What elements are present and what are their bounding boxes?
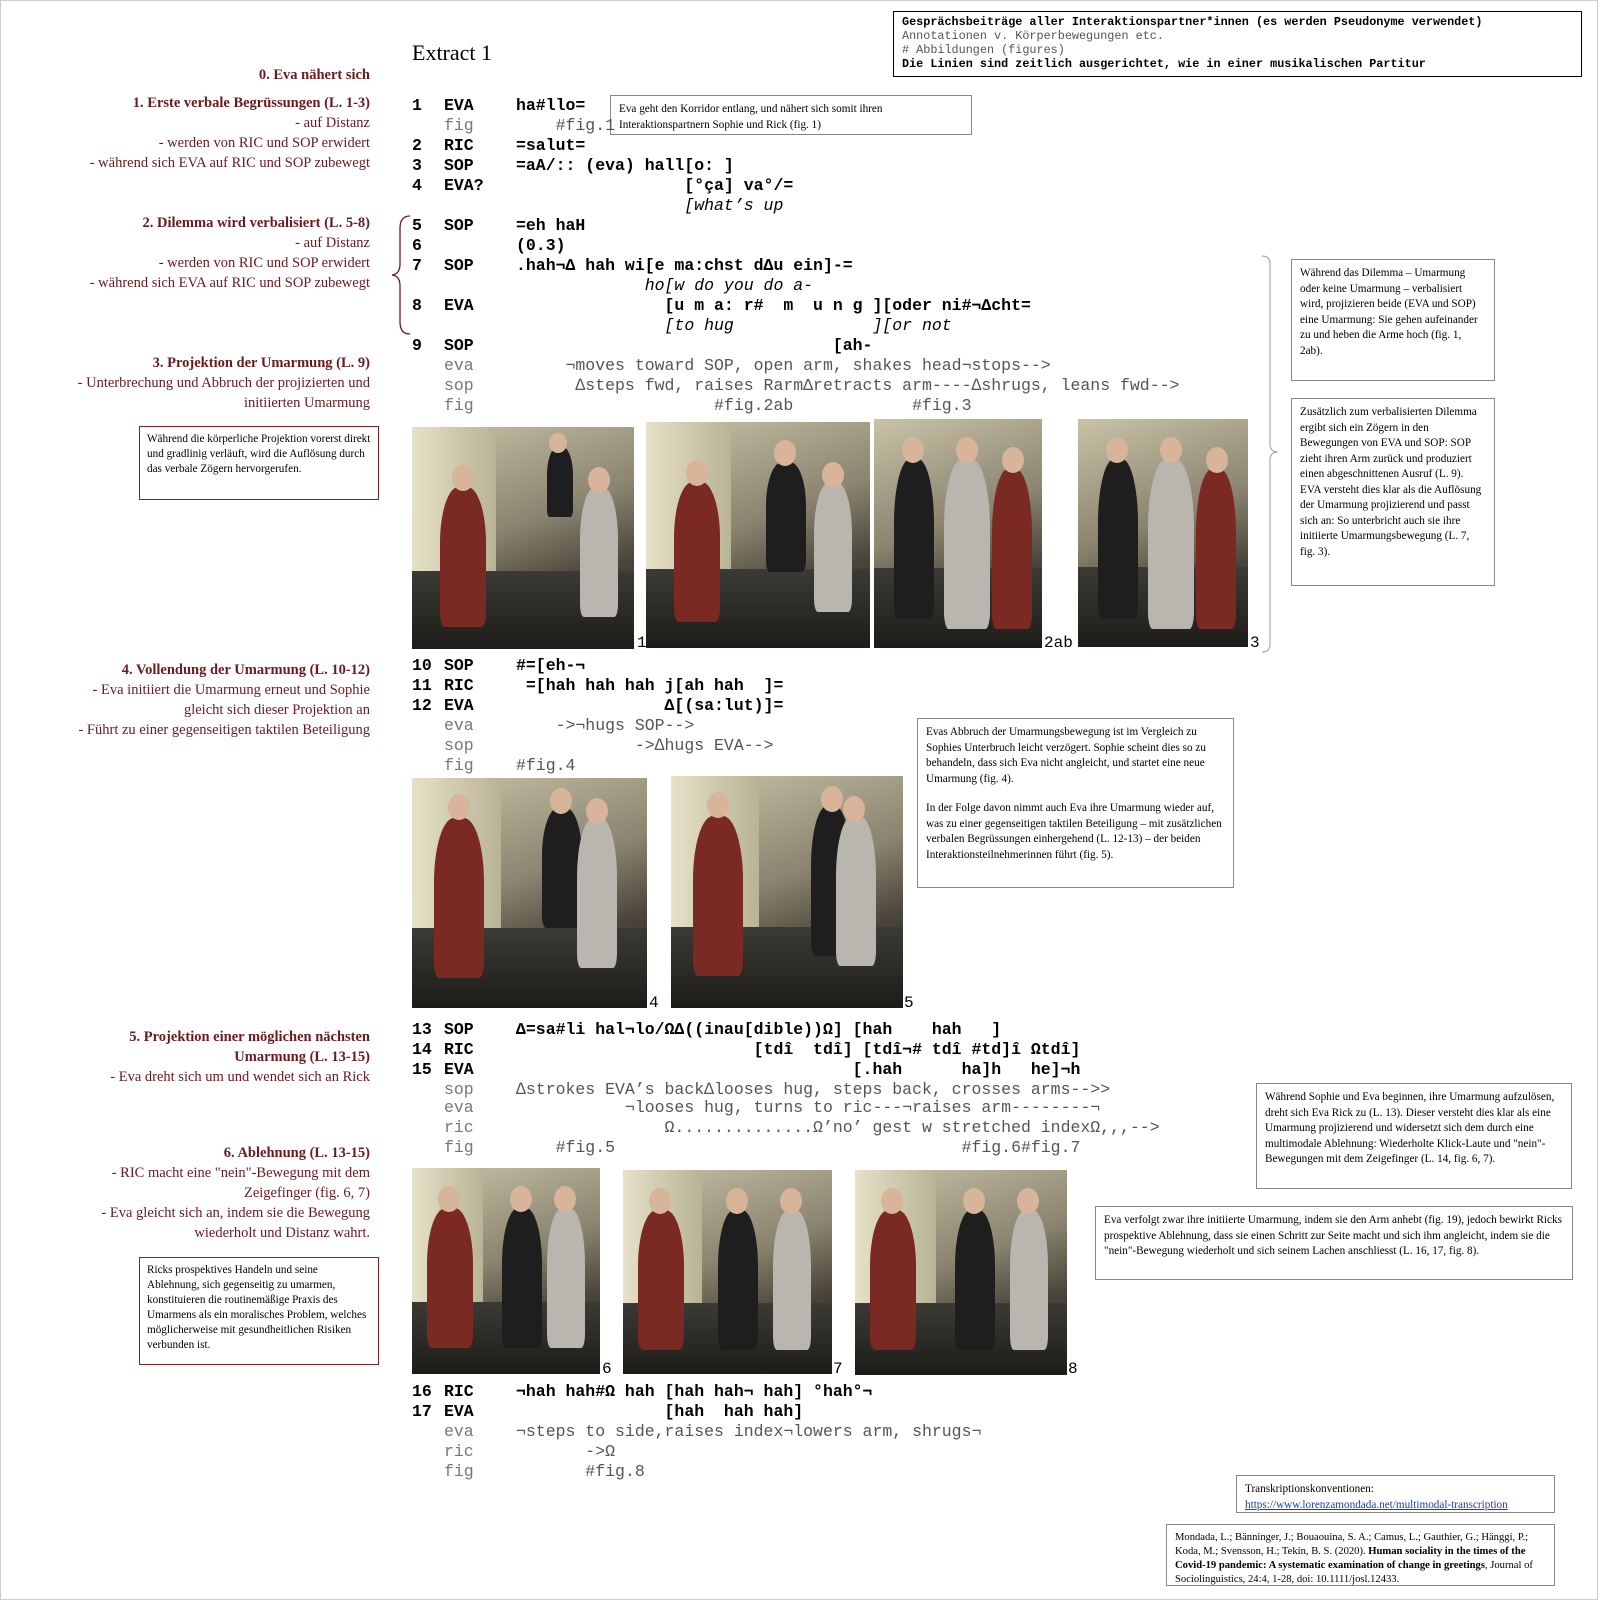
utterance: (0.3) xyxy=(516,236,566,255)
legend-line-alignment: Die Linien sind zeitlich ausgerichtet, wie in einer musikalischen Partitur xyxy=(902,57,1426,71)
transcript-line xyxy=(412,276,1272,296)
transcript-line xyxy=(412,1118,1272,1138)
legend-line-figures: # Abbildungen (figures) xyxy=(902,43,1065,57)
fig-label: 8 xyxy=(1068,1360,1078,1378)
section-0 xyxy=(259,65,370,85)
utterance: ->¬hugs SOP--> xyxy=(516,716,695,735)
transcript-line xyxy=(412,256,1272,276)
line-number: 15 xyxy=(412,1060,432,1079)
figure-8-photo xyxy=(855,1170,1067,1375)
utterance: [to hug ][or not xyxy=(516,316,952,335)
speaker: eva xyxy=(444,1422,474,1441)
utterance: [hah hah hah] xyxy=(516,1402,804,1421)
utterance: =eh haH xyxy=(516,216,586,235)
transcript-line xyxy=(412,376,1272,396)
utterance: #fig.2ab #fig.3 xyxy=(516,396,972,415)
speaker: SOP xyxy=(444,216,474,235)
transcript-line xyxy=(412,1060,1272,1080)
line-number: 4 xyxy=(412,176,422,195)
speaker: EVA? xyxy=(444,176,484,195)
speaker: EVA xyxy=(444,1402,474,1421)
speaker: eva xyxy=(444,356,474,375)
speaker: SOP xyxy=(444,336,474,355)
note-delay-p2: In der Folge davon nimmt auch Eva ihre Umarmung wieder auf, was zu einer gegenseitigen taktilen Beteiligung – mit zusätzlichen verbalen Begrüssungen einhergehend (L. 12-13) – der beiden Interaktionsteilnehmerinnen führt (fig. 5). xyxy=(926,802,1222,861)
transcript-line xyxy=(412,236,1272,256)
utterance: #fig.5 #fig.6#fig.7 xyxy=(516,1138,1081,1157)
utterance: ¬moves toward SOP, open arm, shakes head¬stops--> xyxy=(516,356,1051,375)
utterance: ¬looses hug, turns to ric---¬raises arm--------¬ xyxy=(516,1098,1101,1117)
speaker: EVA xyxy=(444,696,474,715)
utterance: .hah¬∆ hah wi[e ma:chst d∆u ein]-= xyxy=(516,256,853,275)
utterance: #=[eh-¬ xyxy=(516,656,586,675)
speaker: sop xyxy=(444,736,474,755)
section-title: 3. Projektion der Umarmung (L. 9) xyxy=(152,355,370,371)
section-line: - während sich EVA auf RIC und SOP zubewegt xyxy=(89,275,370,291)
figure-3-photo xyxy=(1078,419,1248,647)
transcript-line xyxy=(412,1422,1272,1442)
section-title: 5. Projektion einer möglichen nächsten xyxy=(129,1029,370,1045)
transcript-line xyxy=(412,116,1272,136)
fig-label: 1 xyxy=(637,634,647,652)
section-line: gleicht sich dieser Projektion an xyxy=(183,702,370,718)
speaker: SOP xyxy=(444,256,474,275)
line-number: 11 xyxy=(412,676,432,695)
section-title: 1. Erste verbale Begrüssungen (L. 1-3) xyxy=(132,95,370,111)
line-number: 16 xyxy=(412,1382,432,1401)
utterance: =salut= xyxy=(516,136,586,155)
transcript-line xyxy=(412,696,1272,716)
speaker: EVA xyxy=(444,1060,474,1079)
note-delay-p1: Evas Abbruch der Umarmungsbewegung ist im Vergleich zu Sophies Unterbruch leicht verzögert. Sophie scheint dies so zu behandeln, dass sich Eva nicht angleicht, und startet eine neue Umarmung (fig. 4). xyxy=(926,726,1206,785)
speaker: ric xyxy=(444,1442,474,1461)
section-5 xyxy=(110,1027,370,1087)
section-line: initiierten Umarmung xyxy=(243,395,370,411)
figure-2a-photo xyxy=(646,422,870,648)
note-dilemma: Während das Dilemma – Umarmung oder keine Umarmung – verbalisiert wird, projizieren beide (EVA und SOP) eine Umarmung: Sie gehen aufeinander zu und heben die Arme hoch (fig. 1, 2ab). xyxy=(1291,259,1495,381)
section-line: - Eva initiiert die Umarmung erneut und Sophie xyxy=(92,682,370,698)
transcript-line xyxy=(412,96,1272,116)
line-number: 10 xyxy=(412,656,432,675)
utterance: #fig.8 xyxy=(516,1462,645,1481)
transcript-line xyxy=(412,176,1272,196)
line-number: 17 xyxy=(412,1402,432,1421)
section-1 xyxy=(90,93,370,173)
figure-7-photo xyxy=(623,1170,832,1374)
utterance: ->Ω xyxy=(516,1442,616,1461)
section-title: 2. Dilemma wird verbalisiert (L. 5-8) xyxy=(142,215,370,231)
line-number: 1 xyxy=(412,96,422,115)
line-number: 2 xyxy=(412,136,422,155)
fig-label: 5 xyxy=(904,994,914,1012)
utterance: #fig.4 xyxy=(516,756,576,775)
section-2-brace xyxy=(390,214,414,336)
line-number: 12 xyxy=(412,696,432,715)
section-line: Zeigefinger (fig. 6, 7) xyxy=(243,1185,370,1201)
legend-line-annotations: Annotationen v. Körperbewegungen etc. xyxy=(902,29,1164,43)
utterance: [ah- xyxy=(516,336,873,355)
speaker: fig xyxy=(444,116,474,135)
transcript-line xyxy=(412,316,1272,336)
conventions-label: Transkriptionskonventionen: xyxy=(1245,1483,1374,1495)
speaker: fig xyxy=(444,1138,474,1157)
note-corridor: Eva geht den Korridor entlang, und nähert sich somit ihren Interaktionspartnern Sophie und Rick (fig. 1) xyxy=(610,95,972,135)
section-line: - Führt zu einer gegenseitigen taktilen Beteiligung xyxy=(78,722,370,738)
section-line: - werden von RIC und SOP erwidert xyxy=(158,255,370,271)
citation-title: Human sociality in the times of the Covid-19 pandemic: A systematic examination of change in greetings xyxy=(1175,1546,1526,1571)
line-number: 3 xyxy=(412,156,422,175)
transcript-line xyxy=(412,716,1272,736)
utterance: ¬steps to side,raises index¬lowers arm, shrugs¬ xyxy=(516,1422,982,1441)
section-line: - auf Distanz xyxy=(295,115,370,131)
section-title: 4. Vollendung der Umarmung (L. 10-12) xyxy=(121,662,370,678)
transcript-line xyxy=(412,356,1272,376)
section-line: - Eva dreht sich um und wendet sich an Rick xyxy=(110,1069,370,1085)
transcript-line xyxy=(412,736,1272,756)
speaker: RIC xyxy=(444,676,474,695)
section-line: - RIC macht eine "nein"-Bewegung mit dem xyxy=(111,1165,370,1181)
note-rick: Während Sophie und Eva beginnen, ihre Umarmung aufzulösen, dreht sich Eva Rick zu (L. 13). Dieser versteht dies klar als eine Umarmung projizierend und widersetzt sich dem durch eine multimodale Ablehnung: Wiederholte Klick-Laute und "nein"-Bewegungen mit dem Zeigefinger (L. 14, fig. 6, 7). xyxy=(1256,1083,1572,1189)
transcript-line xyxy=(412,676,1272,696)
conventions-box xyxy=(1236,1475,1555,1513)
figure-4-photo xyxy=(412,778,647,1008)
speaker: SOP xyxy=(444,656,474,675)
transcript-line xyxy=(412,1442,1272,1462)
fig-label: 6 xyxy=(602,1360,612,1378)
transcript-line xyxy=(412,1040,1272,1060)
utterance: [u m a: r# m u n g ][oder ni#¬∆cht= xyxy=(516,296,1031,315)
utterance: ∆strokes EVA’s back∆looses hug, steps back, crosses arms-->> xyxy=(516,1080,1111,1099)
transcript-line xyxy=(412,136,1272,156)
transcript-line xyxy=(412,1098,1272,1118)
section-line: - während sich EVA auf RIC und SOP zubewegt xyxy=(89,155,370,171)
citation-box xyxy=(1166,1524,1555,1586)
transcript-line xyxy=(412,1020,1272,1040)
speaker: SOP xyxy=(444,156,474,175)
section-title: 0. Eva nähert sich xyxy=(258,67,370,83)
speaker: eva xyxy=(444,716,474,735)
figure-5-photo xyxy=(671,776,903,1008)
section-line: - auf Distanz xyxy=(295,235,370,251)
transcript-line xyxy=(412,216,1272,236)
transcript-line xyxy=(412,1402,1272,1422)
citation-journal: , Journal of Sociolinguistics, 24:4, 1-28, doi: 10.1111/josl.12433. xyxy=(1175,1560,1533,1585)
section-line: - Unterbrechung und Abbruch der projizierten und xyxy=(77,375,370,391)
speaker: fig xyxy=(444,756,474,775)
note-refusal: Ricks prospektives Handeln und seine Ablehnung, sich gegenseitig zu umarmen, konstituieren die routinemäßige Praxis des Umarmens als ein moralisches Problem, welches möglicherweise mit gesundheitlichen Risiken verbunden ist. xyxy=(139,1257,379,1365)
conventions-link[interactable]: https://www.lorenzamondada.net/multimodal-transcription xyxy=(1245,1498,1508,1511)
legend-line-speech: Gesprächsbeiträge aller Interaktionspartner*innen (es werden Pseudonyme verwendet) xyxy=(902,15,1483,29)
utterance: [tdî tdî] [tdî¬# tdî #td]î Ωtdî] xyxy=(516,1040,1081,1059)
utterance: [what’s up xyxy=(516,196,784,215)
utterance: Ω..............Ω’no’ gest w stretched indexΩ,,,--> xyxy=(516,1118,1160,1137)
utterance: [°ça] va°/= xyxy=(516,176,794,195)
speaker: EVA xyxy=(444,296,474,315)
speaker: EVA xyxy=(444,96,474,115)
utterance: =aA/:: (eva) hall[o: ] xyxy=(516,156,734,175)
transcript-line xyxy=(412,1382,1272,1402)
speaker: RIC xyxy=(444,136,474,155)
section-line: - werden von RIC und SOP erwidert xyxy=(158,135,370,151)
section-title: 6. Ablehnung (L. 13-15) xyxy=(223,1145,370,1161)
transcript-line xyxy=(412,196,1272,216)
utterance: ∆[(sa:lut)]= xyxy=(516,696,784,715)
transcript-line xyxy=(412,396,1272,416)
section-line: - Eva gleicht sich an, indem sie die Bewegung xyxy=(101,1205,370,1221)
utterance: =[hah hah hah j[ah hah ]= xyxy=(516,676,784,695)
speaker: RIC xyxy=(444,1382,474,1401)
transcript-line xyxy=(412,1462,1272,1482)
fig-label: 3 xyxy=(1250,634,1260,652)
line-number: 9 xyxy=(412,336,422,355)
extract-title: Extract 1 xyxy=(412,40,493,65)
utterance: ha#llo= xyxy=(516,96,586,115)
speaker: fig xyxy=(444,396,474,415)
speaker: sop xyxy=(444,1080,474,1099)
section-line: wiederholt und Distanz wahrt. xyxy=(194,1225,370,1241)
transcript-line xyxy=(412,656,1272,676)
line-number: 13 xyxy=(412,1020,432,1039)
transcript-line xyxy=(412,296,1272,316)
fig-label: 4 xyxy=(649,994,659,1012)
figure-6-photo xyxy=(412,1168,600,1374)
utterance: ->∆hugs EVA--> xyxy=(516,736,774,755)
utterance: [.hah ha]h he]¬h xyxy=(516,1060,1081,1079)
line-number: 6 xyxy=(412,236,422,255)
section-2 xyxy=(90,213,370,293)
line-number: 5 xyxy=(412,216,422,235)
utterance: ∆steps fwd, raises RarmΔretracts arm----∆shrugs, leans fwd--> xyxy=(516,376,1180,395)
note-eva-follow: Eva verfolgt zwar ihre initiierte Umarmung, indem sie den Arm anhebt (fig. 19), jedoch bewirkt Ricks prospektive Ablehnung, dass sie einen Schritt zur Seite macht und sich ihm angleicht, indem sie die "nein"-Bewegung wiederholt und sich seinem Lachen anschliesst (L. 16, 17, fig. 8). xyxy=(1095,1206,1573,1280)
note-projection: Während die körperliche Projektion vorerst direkt und gradlinig verläuft, wird die Auflösung durch das verbale Zögern hervorgerufen. xyxy=(139,426,379,500)
speaker: ric xyxy=(444,1118,474,1137)
speaker: RIC xyxy=(444,1040,474,1059)
transcript-line xyxy=(412,756,1272,776)
transcript-line xyxy=(412,1138,1272,1158)
speaker: fig xyxy=(444,1462,474,1481)
section-title-cont: Umarmung (L. 13-15) xyxy=(234,1049,370,1065)
transcript-line xyxy=(412,1080,1272,1100)
section-3 xyxy=(78,353,370,413)
section-6 xyxy=(101,1143,370,1243)
utterance: #fig.1 xyxy=(516,116,616,135)
speaker: eva xyxy=(444,1098,474,1117)
utterance: ¬hah hah#Ω hah [hah hah¬ hah] °hah°¬ xyxy=(516,1382,873,1401)
line-number: 8 xyxy=(412,296,422,315)
speaker: SOP xyxy=(444,1020,474,1039)
fig-label: 7 xyxy=(833,1360,843,1378)
section-4 xyxy=(78,660,370,740)
utterance: ∆=sa#li hal¬lo/Ω∆((inau[dible))Ω] [hah hah ] xyxy=(516,1020,1002,1039)
line-number: 7 xyxy=(412,256,422,275)
utterance: ho[w do you do a- xyxy=(516,276,814,295)
figure-2b-photo xyxy=(874,419,1042,648)
transcript-line xyxy=(412,336,1272,356)
speaker: sop xyxy=(444,376,474,395)
transcript-line xyxy=(412,156,1272,176)
figure-1-photo xyxy=(412,427,634,649)
citation-authors: Mondada, L.; Bänninger, J.; Bouaouina, S. A.; Camus, L.; Gauthier, G.; Hänggi, P.; Koda, M.; Svensson, H.; Tekin, B. S. (2020). xyxy=(1175,1532,1529,1557)
line-number: 14 xyxy=(412,1040,432,1059)
fig-label: 2ab xyxy=(1044,634,1073,652)
note-hesitation: Zusätzlich zum verbalisierten Dilemma ergibt sich ein Zögern in den Bewegungen von EVA und SOP: SOP zieht ihren Arm zurück und produziert einen abgeschnittenen Ausruf (L. 9). EVA versteht dies klar als die Auflösung der Umarmung projizierend und passt sich an: So unterbricht auch sie ihre initiierte Umarmungsbewegung (L. 7, fig. 3). xyxy=(1291,398,1495,586)
